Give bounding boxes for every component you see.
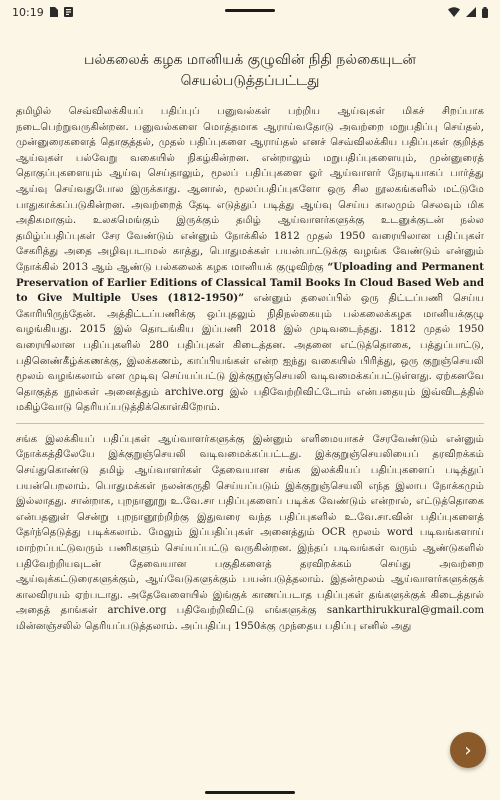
signal-icon	[466, 7, 476, 17]
document-title	[16, 50, 484, 92]
title-line-2: செயல்படுத்தப்பட்டது	[180, 73, 320, 89]
drag-handle[interactable]	[225, 9, 275, 12]
status-bar	[0, 0, 500, 24]
wifi-icon	[448, 7, 460, 17]
status-time: 10:19	[12, 5, 44, 19]
battery-icon	[482, 7, 488, 18]
navigation-bar	[0, 782, 500, 800]
title-line-1: பல்கலைக் கழக மானியக் குழுவின் நிதி நல்கையுடன்	[84, 52, 416, 68]
project-title: “Uploading and Permanent Preservation of Earlier Editions of Classical Tamil Books In Cloud Based Web and to Give Multiple Uses (1812-1950)”	[16, 260, 484, 305]
status-right	[448, 7, 488, 18]
home-indicator[interactable]	[205, 791, 295, 794]
document-content	[16, 40, 484, 800]
paragraph-divider	[16, 423, 484, 424]
paragraph-2	[16, 432, 484, 635]
paragraph-2-text: சங்க இலக்கியப் பதிப்புகள் ஆய்வாளர்களுக்கு இன்னும் எளிமையாகச் சேரவேண்டும் என்னும் நோக்கத்திலேயே இக்குறுஞ்செயலி வடிவமைக்கப்பட்டது. இக்குறுஞ்செயலியைப் தரவிறக்கம் செய்துகொண்டு தமிழ் ஆய்வாளர்கள் தேவையான சங்க இலக்கியப் பதிப்புகளைப் படித்துப் பயன்பெறலாம். பொதுமக்கள் நலன்கருதி செய்யப்படும் இக்குறுஞ்செயலி எந்த இலாப நோக்கமும் இல்லாதது. சான்றாக, புறநானூறு உ.வே.சா பதிப்புகளைப் படிக்க வேண்டும் என்றால், எட்டுத்தொகை என்பதனுள் சென்று புறநானூற்றிற்கு இதுவரை வந்த பதிப்புகளில் உ.வே.சா.வின் பதிப்புகளைத் தேர்ந்தெடுத்து படிக்கலாம். மேலும் இப்பதிப்புகள் அனைத்தும் OCR மூலம் word படிவங்களாய் மாற்றப்பட்டுவரும் பணிகளும் செய்யப்பட்டு வருகின்றன. இந்தப் படிவங்கள் வரும் ஆண்டுகளில் பதிவேற்றியவுடன் தேவையான பகுதிகளைத் தரவிறக்கம் செய்து அவற்றை ஆய்வுக்கட்டுரைகளுக்கும், ஆய்வேடுகளுக்கும் பயன்படுத்தலாம். இதன்மூலம் ஆய்வாளர்களுக்குக் காலவிரயம் ஏற்படாது. அதேவேளையில் இங்குக் காணப்படாத பதிப்புகள் தங்களுக்குக் கிடைத்தால் அதைத் தாங்கள் archive.org பதிவேற்றிவிட்டு எங்களுக்கு sankarthirukkural@gmail.com மின்னஞ்சலில் தெரியப்படுத்தலாம். அப்பதிப்பு 1950க்கு முந்தைய பதிப்பு எனில் அது	[16, 433, 484, 632]
status-left	[12, 6, 73, 19]
next-arrow-icon: ›	[464, 739, 472, 761]
paragraph-1	[16, 104, 484, 416]
sim-card-icon	[50, 7, 58, 17]
next-page-button[interactable]	[450, 732, 486, 768]
paragraph-1-text: தமிழில் செவ்விலக்கியப் பதிப்புப் பனுவல்கள் பற்றிய ஆய்வுகள் மிகச் சிறப்பாக நடைபெற்றுவருகின்றன. பனுவல்களை மொத்தமாக ஆராய்வதோடு அவற்றை மறுபதிப்பு செய்தல், முன்னுரைகளைத் தொகுத்தல், முதல் பதிப்புகளை ஆராய்தல் எனச் செவ்விலக்கிய பதிப்புகள் குறித்த ஆய்வுகள் பல்வேறு வகையில் நிகழ்கின்றன. என்றாலும் மறுபதிப்புகளையும், முன்னுரைத் தொகுப்புகளையும் ஆய்வு செய்தாலும், மூலப் பதிப்புகளை ஓர் ஆய்வாளர் நேரடியாகப் பார்த்து ஆய்வு செய்வதுபோல இருக்காது. ஆனால், மூலப்பதிப்புகளோ ஒரு சில நூலகங்களில் மட்டுமே பாதுகாக்கப்படுகின்றன. அவற்றைத் தேடி எடுத்துப் படித்து ஆய்வு செய்ய காலமும் செலவும் மிக அதிகமாகும். உலகமெங்கும் இருக்கும் தமிழ் ஆய்வாளர்களுக்கு உடனுக்குடன் நல்ல தமிழ்ப்பதிப்புகள் சேர வேண்டும் என்னும் நோக்கில் 1812 முதல் 1950 வரையிலான பதிப்புகள் சேகரித்து அதை அழிவுபடாமல் காத்து, பொதுமக்கள் பயன்பாட்டுக்கு வழங்க வேண்டும் என்னும் நோக்கில் 2013 ஆம் ஆண்டு பல்கலைக் கழக மானியக் குழுவிற்கு	[16, 106, 484, 273]
text-icon	[64, 7, 73, 17]
paragraph-1-tail: என்னும் தலைப்பில் ஒரு திட்டப்பணி செய்ய கோரியிருந்தேன். அத்திட்டப்பணிக்கு ஒப்புதலும் நிதிநல்கையும் பல்கலைக்கழக மானியக்குழு வழங்கியது. 2015 இல் தொடங்கிய இப்பணி 2018 இல் முடிவடைந்தது. 1812 முதல் 1950 வரையிலான பதிப்புகளில் 280 பதிப்புகள் கிடைத்தன. அதனை எட்டுத்தொகை, பத்துப்பாட்டு, பதினெண்கீழ்க்கணக்கு, இலக்கணம், காப்பியங்கள் என்ற ஐந்து வகையில் பிரித்து, ஒரு குறுஞ்செயலி மூலம் வழங்கலாம் என முடிவு செய்யப்பட்டு இக்குறுஞ்செயலி வடிவமைக்கப்பட்டுள்ளது. ஏற்கனவே தொகுத்த நூல்கள் அனைத்தும் archive.org இல் பதிவேற்றிவிட்டோம் என்பதையும் இவ்விடத்தில் மகிழ்வோடு தெரியப்படுத்திக்கொள்கிறோம்.	[16, 293, 484, 414]
